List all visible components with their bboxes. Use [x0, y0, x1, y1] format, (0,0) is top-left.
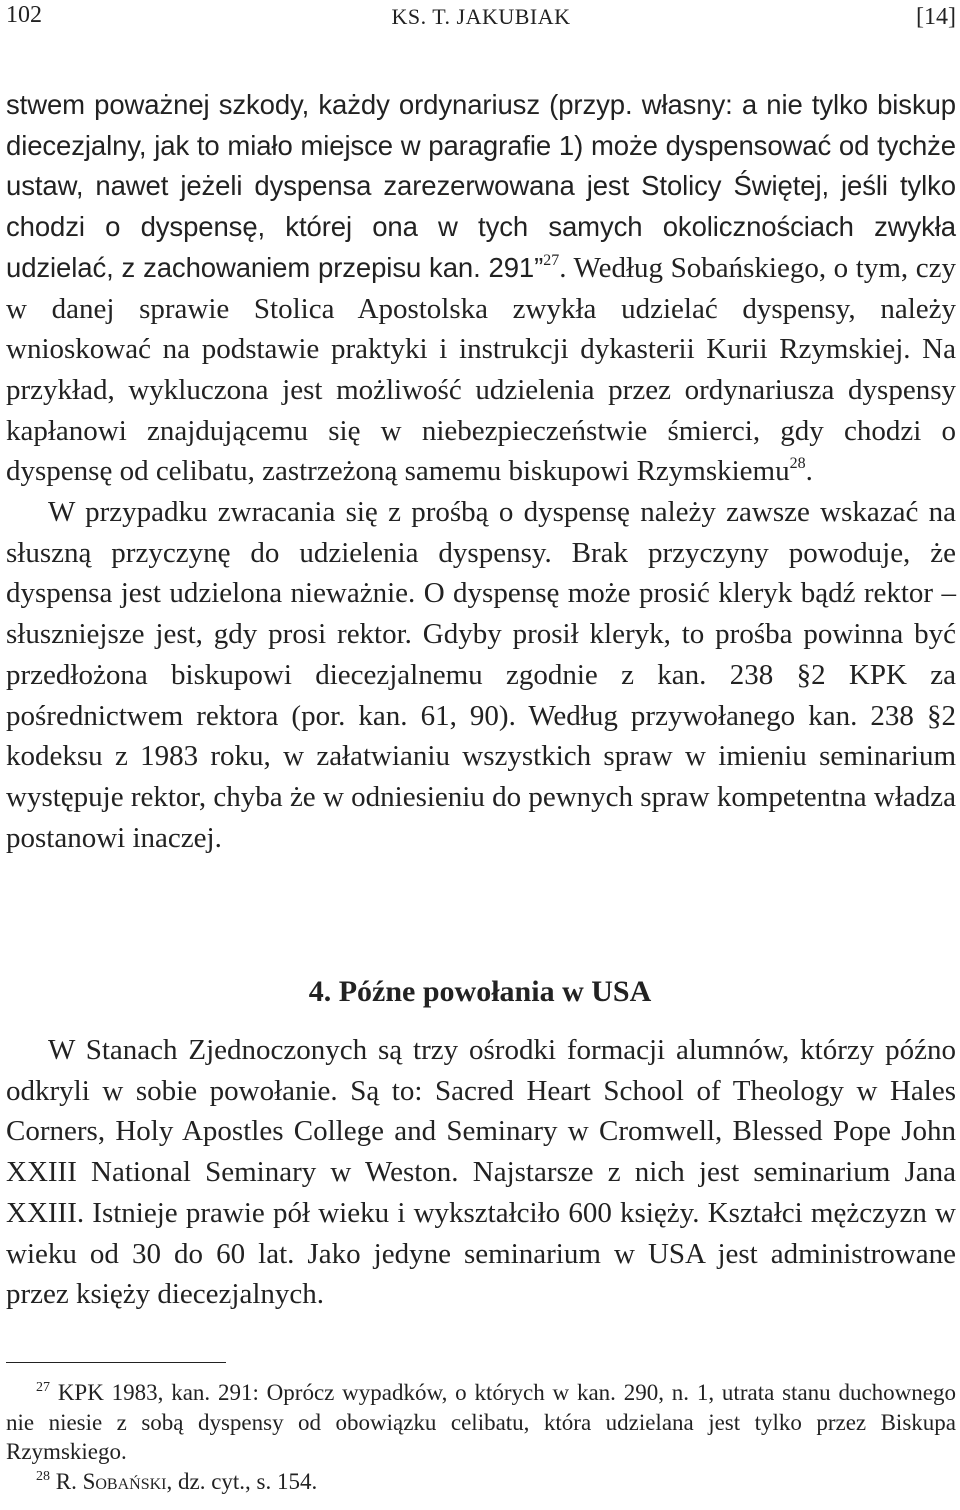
main-text	[6, 85, 956, 858]
paragraph-3: W Stanach Zjednoczonych są trzy ośrodki formacji alumnów, którzy późno odkryli w sobie powołanie. Są to: Sacred Heart School of Theology w Hales Corners, Holy Apostles College and Seminary w Cromwell, Blessed Pope John XXIII National Seminary w Weston. Najstarsze z nich jest seminarium Jana XXIII. Istnieje prawie pół wieku i wykształciło 600 księży. Kształci mężczyzn w wieku od 30 do 60 lat. Jako jedyne seminarium w USA jest administrowane przez księży diecezjalnych.	[6, 1034, 956, 1311]
section-heading: 4. Późne powołania w USA	[308, 975, 652, 1008]
page-number: 102	[6, 2, 42, 28]
running-head	[6, 0, 956, 36]
footnote-28-number: 28	[36, 1468, 50, 1484]
footnote-separator	[6, 1362, 226, 1363]
footnote-28-text: , dz. cyt., s. 154.	[166, 1468, 318, 1494]
footnotes	[6, 1378, 956, 1496]
paragraph-2: W przypadku zwracania się z prośbą o dyspensę należy zawsze wskazać na słuszną przyczynę do udzielenia dyspensy. Brak przyczyny powoduje, że dyspensa jest udzielona nieważnie. O dyspensę może prosić kleryk bądź rektor – słuszniejsze jest, gdy prosi rektor. Gdyby prosił kleryk, to prośba powinna być przedłożona biskupowi diecezjalnemu zgodnie z kan. 238 §2 KPK za pośrednictwem rektora (por. kan. 61, 90). Według przywołanego kan. 238 §2 kodeksu z 1983 roku, w załatwianiu wszystkich spraw w imieniu seminarium występuje rektor, chyba że w odniesieniu do pewnych spraw kompetentna władza postanowi inaczej.	[6, 496, 956, 854]
paragraph-1-continuation: . Według Sobańskiego, o tym, czy w danej sprawie Stolica Apostolska zwykła udzielać dyspensy, należy wnioskować na podstawie praktyki i instrukcji dykasterii Kurii Rzymskiej. Na przykład, wykluczona jest możliwość udzielenia przez ordynariusza dyspensy kapłanowi znajdującemu się w niebezpieczeństwie śmierci, gdy chodzi o dyspensę od celibatu, zastrzeżoną samemu biskupowi Rzymskiemu	[6, 251, 956, 488]
footnote-ref-28[interactable]: 28	[789, 455, 806, 473]
paragraph-1	[6, 85, 956, 492]
quoted-text: stwem poważnej szkody, każdy ordynariusz (przyp. własny: a nie tylko biskup diecezjalny, jak to miało miejsce w paragrafie 1) może dyspensować od tychże ustaw, nawet jeżeli dyspensa zarezerwowana jest Stolicy Świętej, jeśli tylko chodzi o dyspensę, której ona w tych samych okolicznościach zwykła udzielać, z zachowaniem przepisu kan. 291”	[6, 89, 956, 283]
footnote-ref-27[interactable]: 27	[543, 251, 560, 269]
footnote-27	[6, 1378, 956, 1467]
main-text-2	[6, 1030, 956, 1315]
footnote-28	[6, 1467, 956, 1497]
footnote-27-text: KPK 1983, kan. 291: Oprócz wypadków, o których w kan. 290, n. 1, utrata stanu duchownego nie niesie z sobą dyspensy od obowiązku celibatu, która udzielana jest tylko przez Biskupa Rzymskiego.	[6, 1380, 956, 1464]
footnote-28-author: R. Sobański	[50, 1468, 167, 1494]
footnote-27-number: 27	[36, 1380, 50, 1395]
running-head-section: [14]	[916, 4, 956, 30]
running-head-author: KS. T. JAKUBIAK	[391, 4, 571, 29]
paragraph-1-end: .	[805, 455, 813, 488]
